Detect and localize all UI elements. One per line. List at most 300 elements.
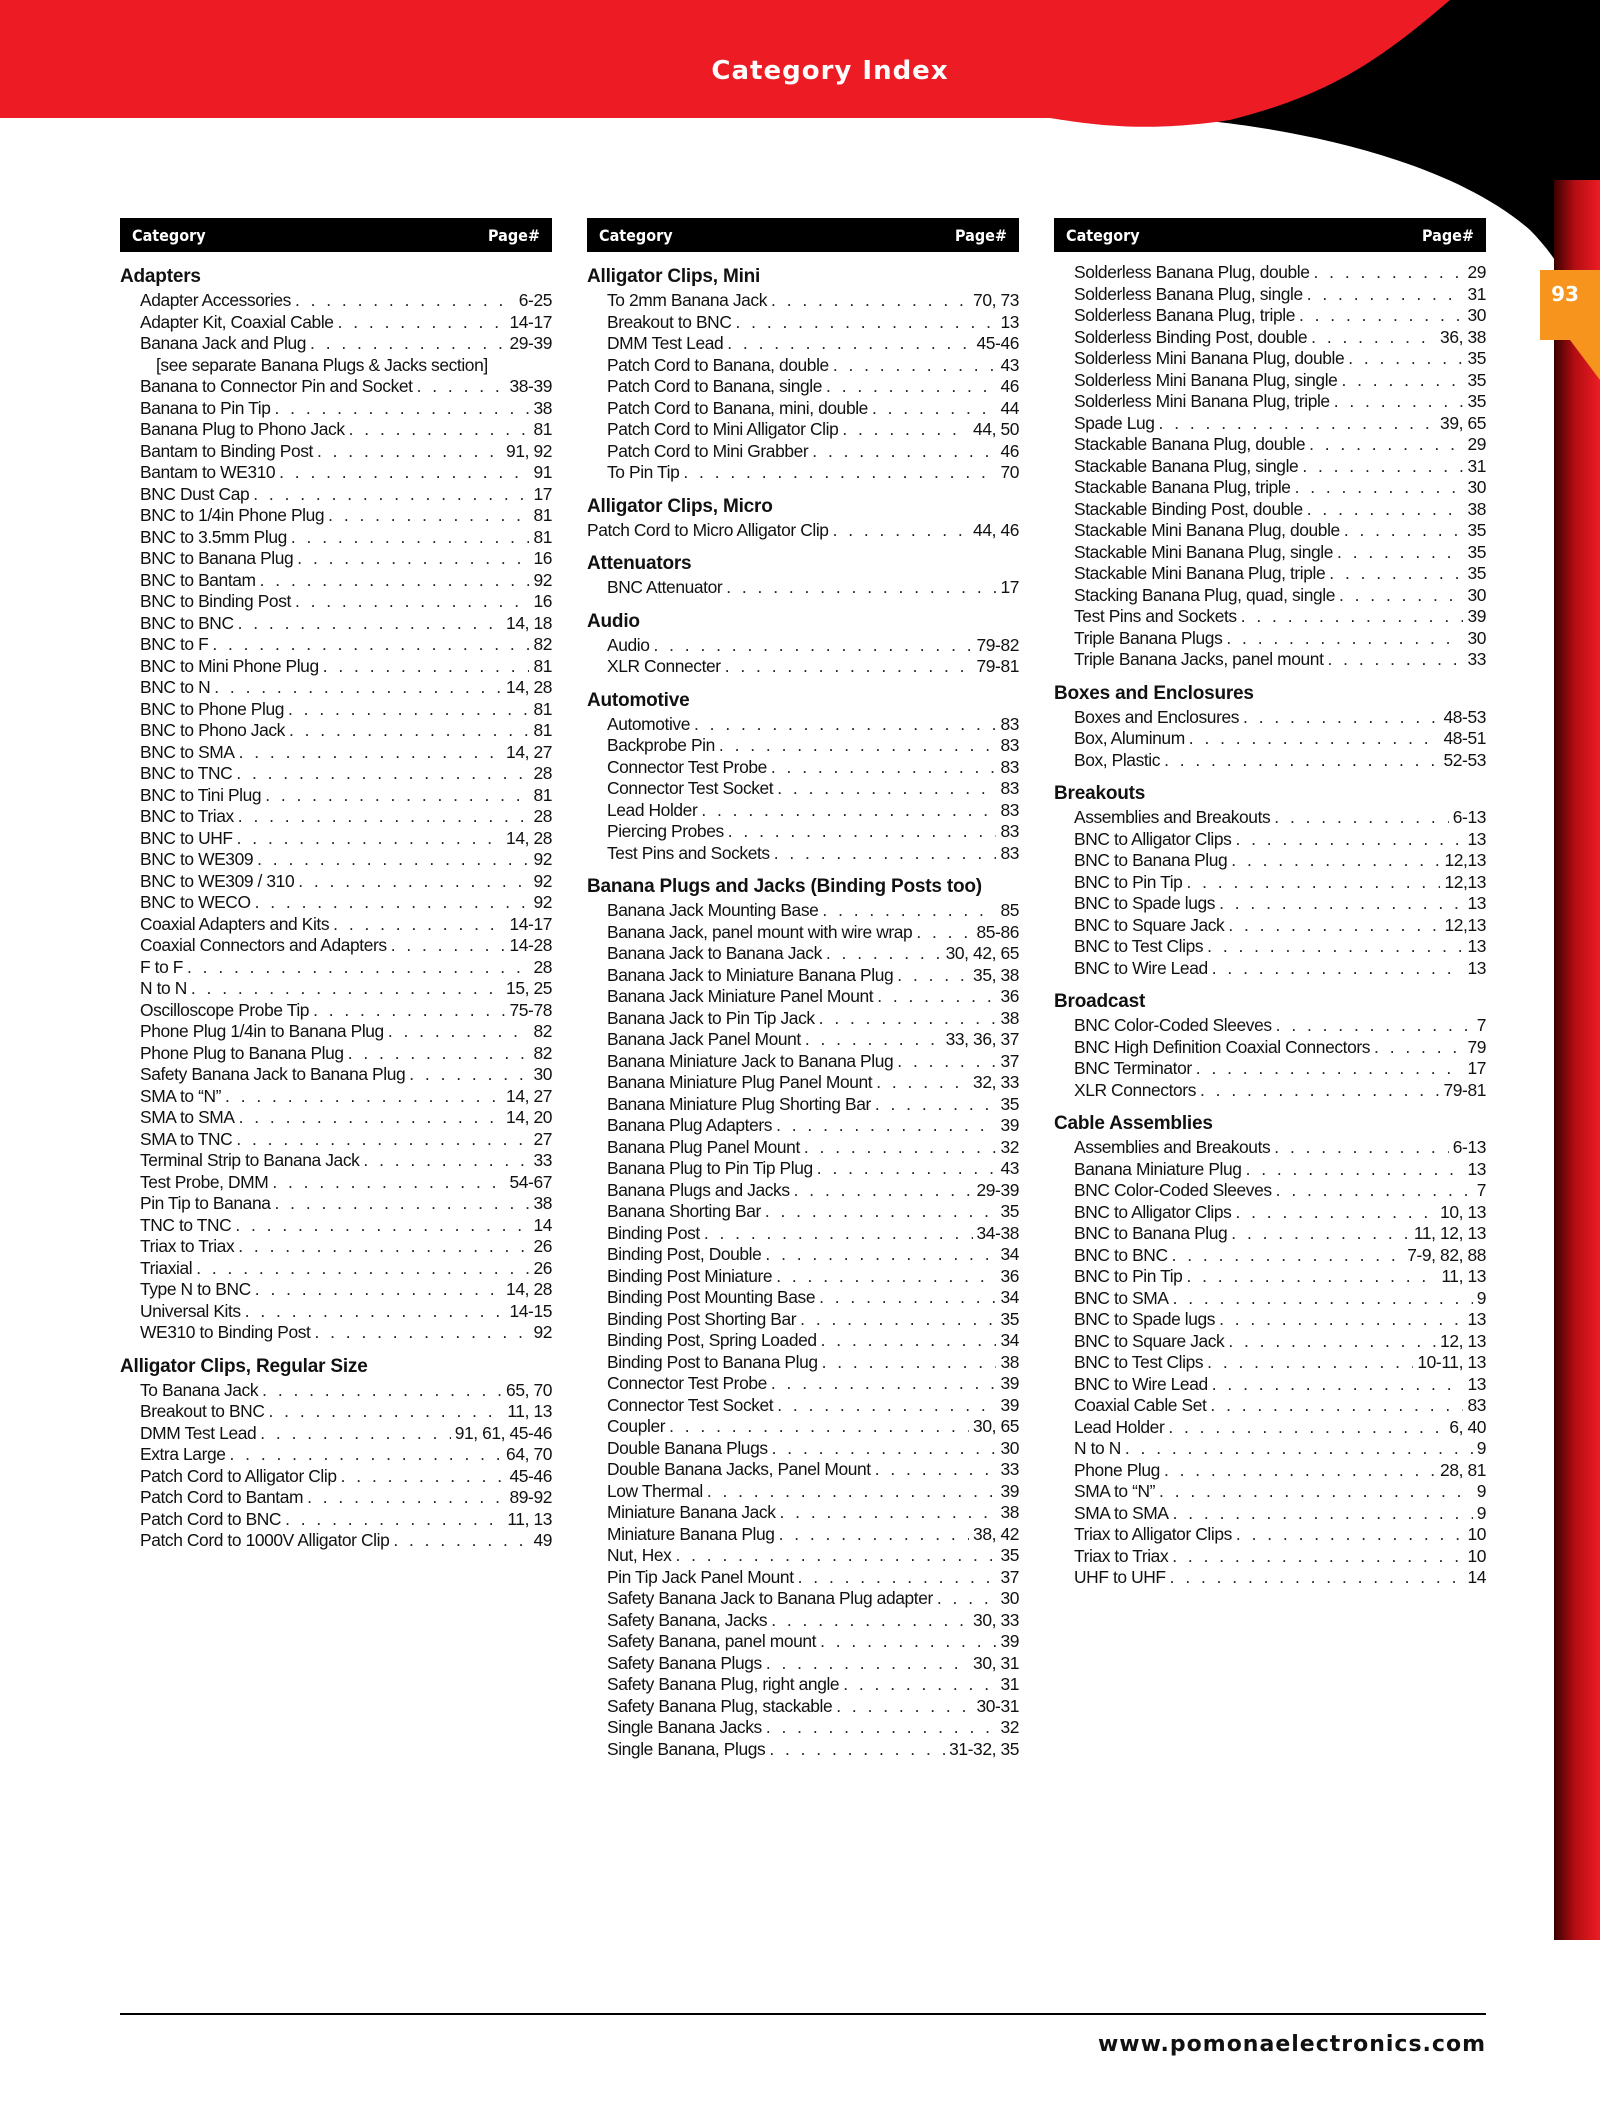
index-entry[interactable] [587, 986, 1019, 1008]
index-entry[interactable] [120, 849, 552, 871]
dot-leader [897, 1051, 996, 1073]
index-entry[interactable] [1054, 850, 1486, 872]
dot-leader [804, 1137, 997, 1159]
index-entry[interactable] [587, 943, 1019, 965]
index-entry[interactable] [120, 505, 552, 527]
index-entry[interactable] [1054, 1546, 1486, 1568]
entry-name: BNC to Bantam [140, 569, 256, 590]
index-entry[interactable] [587, 1223, 1019, 1245]
entry-pages: 45-46 [976, 333, 1019, 353]
entry-pages: 15, 25 [506, 978, 552, 998]
index-entry[interactable] [587, 714, 1019, 736]
entry-name: Banana to Connector Pin and Socket [140, 376, 413, 396]
dot-leader [1374, 1037, 1463, 1059]
dot-leader [214, 677, 502, 699]
entry-name: WE310 to Binding Post [140, 1322, 311, 1342]
index-entry[interactable] [120, 1509, 552, 1531]
entry-name: Audio [607, 634, 650, 655]
index-entry[interactable] [587, 1631, 1019, 1653]
entry-pages: 30 [1467, 305, 1486, 325]
index-entry[interactable] [587, 419, 1019, 441]
dot-leader [260, 570, 530, 592]
index-entry[interactable] [587, 1330, 1019, 1352]
index-entry[interactable] [120, 441, 552, 463]
dot-leader [1334, 391, 1464, 413]
entry-pages: 79-81 [1443, 1079, 1486, 1100]
index-entry[interactable] [587, 1051, 1019, 1073]
index-entry[interactable] [587, 520, 1019, 542]
entry-pages: 81 [533, 720, 552, 740]
index-entry[interactable] [1054, 1331, 1486, 1353]
dot-leader [719, 735, 997, 757]
index-entry[interactable] [120, 548, 552, 570]
index-entry[interactable] [120, 935, 552, 957]
entry-name: Assemblies and Breakouts [1074, 1137, 1271, 1157]
entry-pages: 81 [533, 419, 552, 439]
index-entry[interactable] [587, 757, 1019, 779]
index-entry[interactable] [120, 656, 552, 678]
index-entry[interactable] [120, 1444, 552, 1466]
entry-name: BNC to Alligator Clips [1074, 828, 1232, 849]
index-entry[interactable] [1054, 628, 1486, 650]
index-entry[interactable] [1054, 305, 1486, 327]
index-entry[interactable] [587, 635, 1019, 657]
entry-pages: 7-9, 82, 88 [1407, 1244, 1486, 1265]
index-entry[interactable] [120, 1279, 552, 1301]
index-entry[interactable] [587, 1459, 1019, 1481]
index-entry[interactable] [120, 1258, 552, 1280]
index-entry[interactable] [1054, 649, 1486, 671]
index-entry[interactable] [120, 677, 552, 699]
entry-pages: 31 [1467, 283, 1486, 304]
index-entry[interactable] [587, 376, 1019, 398]
entry-pages: 35 [1000, 1308, 1019, 1329]
entry-name: BNC to N [140, 677, 211, 697]
entry-name: Breakout to BNC [140, 1401, 265, 1421]
index-entry[interactable] [1054, 1524, 1486, 1546]
index-entry[interactable] [1054, 1352, 1486, 1374]
dot-leader [1226, 628, 1463, 650]
index-section [587, 686, 1019, 865]
index-entry[interactable] [120, 1380, 552, 1402]
index-entry[interactable] [120, 763, 552, 785]
index-entry[interactable] [120, 978, 552, 1000]
index-entry[interactable] [587, 1395, 1019, 1417]
index-entry[interactable] [1054, 563, 1486, 585]
index-entry[interactable] [587, 1653, 1019, 1675]
dot-leader [800, 1309, 996, 1331]
entry-pages: 14, 20 [506, 1107, 552, 1127]
entry-pages: 10-11, 13 [1417, 1352, 1486, 1372]
entry-name: Single Banana, Plugs [607, 1738, 766, 1759]
entry-pages: 35 [1000, 1093, 1019, 1114]
entry-name: Backprobe Pin [607, 735, 715, 755]
entry-pages: 64, 70 [506, 1444, 552, 1464]
entry-name: Test Pins and Sockets [1074, 606, 1237, 626]
index-entry[interactable] [120, 527, 552, 549]
index-entry[interactable] [1054, 1015, 1486, 1037]
entry-pages: 38 [533, 397, 552, 418]
entry-pages: 27 [533, 1128, 552, 1149]
index-entry[interactable] [587, 462, 1019, 484]
dot-leader [1228, 1331, 1436, 1353]
index-entry[interactable] [120, 892, 552, 914]
entry-pages: 85 [1000, 900, 1019, 920]
dot-leader [230, 1444, 503, 1466]
index-entry[interactable] [1054, 1460, 1486, 1482]
index-section [587, 492, 1019, 542]
entry-pages: 79-82 [976, 634, 1019, 655]
index-entry[interactable] [120, 376, 552, 398]
index-entry[interactable] [1054, 750, 1486, 772]
index-entry[interactable] [1054, 1037, 1486, 1059]
dot-leader [255, 1279, 502, 1301]
entry-pages: 9 [1476, 1287, 1486, 1308]
index-entry[interactable] [120, 484, 552, 506]
index-entry[interactable] [587, 656, 1019, 678]
entry-name: Binding Post Miniature [607, 1265, 773, 1286]
index-entry[interactable] [1054, 1438, 1486, 1460]
index-entry[interactable] [1054, 1137, 1486, 1159]
index-entry[interactable] [120, 871, 552, 893]
index-entry[interactable] [587, 333, 1019, 355]
dot-leader [269, 1401, 504, 1423]
index-entry[interactable] [587, 312, 1019, 334]
entry-pages: 44 [1000, 397, 1019, 418]
index-entry[interactable] [1054, 707, 1486, 729]
index-entry[interactable] [120, 1043, 552, 1065]
index-entry[interactable] [587, 1502, 1019, 1524]
index-entry[interactable] [587, 1481, 1019, 1503]
index-entry[interactable] [1054, 1080, 1486, 1102]
index-entry[interactable] [1054, 585, 1486, 607]
index-entry[interactable] [587, 1610, 1019, 1632]
index-entry[interactable] [120, 398, 552, 420]
entry-pages: 38 [533, 1193, 552, 1213]
entry-pages: 38 [1000, 1007, 1019, 1028]
index-entry[interactable] [587, 398, 1019, 420]
index-entry[interactable] [587, 965, 1019, 987]
index-entry[interactable] [120, 1086, 552, 1108]
index-entry[interactable] [1054, 1417, 1486, 1439]
dot-leader [826, 376, 996, 398]
index-entry[interactable] [1054, 1288, 1486, 1310]
index-entry[interactable] [120, 1193, 552, 1215]
index-entry[interactable] [1054, 1567, 1486, 1589]
index-entry[interactable] [120, 1000, 552, 1022]
entry-name: BNC Color-Coded Sleeves [1074, 1180, 1272, 1200]
index-entry[interactable] [587, 1567, 1019, 1589]
entry-name: Banana Plug to Pin Tip Plug [607, 1158, 813, 1178]
index-entry[interactable] [1054, 456, 1486, 478]
entry-pages: 48-51 [1443, 728, 1486, 748]
index-entry[interactable] [587, 1094, 1019, 1116]
entry-name: Patch Cord to Banana, double [607, 354, 829, 375]
index-entry[interactable] [1054, 327, 1486, 349]
dot-leader [1200, 1080, 1440, 1102]
index-entry[interactable] [587, 577, 1019, 599]
index-entry[interactable] [1054, 728, 1486, 750]
index-entry[interactable] [587, 922, 1019, 944]
index-entry[interactable] [1054, 1309, 1486, 1331]
dot-leader [253, 484, 529, 506]
entry-pages: 81 [533, 655, 552, 676]
index-entry[interactable] [1054, 1481, 1486, 1503]
index-entry[interactable] [587, 355, 1019, 377]
dot-leader [1348, 348, 1463, 370]
index-entry[interactable] [587, 1352, 1019, 1374]
index-entry[interactable] [1054, 829, 1486, 851]
index-entry[interactable] [120, 806, 552, 828]
entry-name: Banana Jack to Banana Jack [607, 943, 822, 963]
index-entry[interactable] [587, 1008, 1019, 1030]
index-entry[interactable] [587, 1416, 1019, 1438]
index-entry[interactable] [1054, 391, 1486, 413]
index-entry[interactable] [1054, 1180, 1486, 1202]
entry-pages: 13 [1467, 828, 1486, 849]
index-entry[interactable] [587, 1201, 1019, 1223]
index-entry[interactable] [120, 742, 552, 764]
index-entry[interactable] [587, 843, 1019, 865]
index-entry[interactable] [1054, 1223, 1486, 1245]
index-entry[interactable] [120, 914, 552, 936]
index-entry[interactable] [1054, 499, 1486, 521]
index-entry[interactable] [587, 1029, 1019, 1051]
index-entry[interactable] [587, 900, 1019, 922]
index-entry[interactable] [587, 1373, 1019, 1395]
dot-leader [805, 1029, 942, 1051]
index-entry[interactable] [120, 828, 552, 850]
index-entry[interactable] [120, 1129, 552, 1151]
index-entry[interactable] [120, 1401, 552, 1423]
index-entry[interactable] [120, 1021, 552, 1043]
index-entry[interactable] [1054, 872, 1486, 894]
index-entry[interactable] [1054, 807, 1486, 829]
index-entry[interactable] [587, 1524, 1019, 1546]
dot-leader [694, 714, 996, 736]
index-entry[interactable] [587, 1309, 1019, 1331]
index-entry[interactable] [587, 1739, 1019, 1761]
entry-pages: 34 [1000, 1244, 1019, 1264]
index-entry[interactable] [1054, 477, 1486, 499]
index-entry[interactable] [587, 735, 1019, 757]
index-entry[interactable] [587, 1545, 1019, 1567]
entry-pages: 6-25 [518, 290, 552, 310]
index-entry[interactable] [587, 1180, 1019, 1202]
entry-pages: 14-17 [509, 311, 552, 332]
entry-name: Pin Tip Jack Panel Mount [607, 1566, 794, 1587]
index-entry[interactable] [120, 570, 552, 592]
section-title: Cable Assemblies [1054, 1113, 1213, 1134]
entry-name: Patch Cord to Mini Grabber [607, 440, 809, 461]
entry-pages: 12,13 [1444, 871, 1486, 892]
index-entry[interactable] [120, 591, 552, 613]
index-entry[interactable] [1054, 1202, 1486, 1224]
index-entry[interactable] [120, 1301, 552, 1323]
index-entry[interactable] [120, 1172, 552, 1194]
section-title: Alligator Clips, Micro [587, 495, 773, 517]
page-header-label: Page# [1422, 225, 1474, 245]
footer-website: www.pomonaelectronics.com [1097, 2032, 1486, 2057]
index-entry[interactable] [120, 333, 552, 355]
index-entry[interactable] [1054, 958, 1486, 980]
entry-pages: 11, 12, 13 [1413, 1223, 1486, 1243]
entry-pages: 39 [1000, 1480, 1019, 1501]
entry-name: Connector Test Socket [607, 1394, 774, 1415]
index-entry[interactable] [1054, 370, 1486, 392]
index-entry[interactable] [587, 1287, 1019, 1309]
index-entry[interactable] [120, 290, 552, 312]
index-entry[interactable] [587, 441, 1019, 463]
entry-name: Stacking Banana Plug, quad, single [1074, 584, 1335, 605]
index-entry[interactable] [120, 785, 552, 807]
entry-name: SMA to “N” [140, 1085, 222, 1106]
entry-pages: 13 [1467, 1373, 1486, 1394]
index-entry[interactable] [1054, 542, 1486, 564]
index-entry[interactable] [120, 1487, 552, 1509]
index-entry[interactable] [1054, 606, 1486, 628]
index-entry[interactable] [587, 778, 1019, 800]
entry-name: BNC to SMA [140, 741, 235, 762]
dot-leader [225, 1086, 502, 1108]
entry-name: Low Thermal [607, 1480, 703, 1501]
dot-leader [1307, 284, 1464, 306]
index-entry[interactable] [1054, 520, 1486, 542]
index-entry[interactable] [1054, 1159, 1486, 1181]
entry-name: BNC Attenuator [607, 577, 723, 597]
entry-name: BNC Terminator [1074, 1058, 1192, 1078]
dot-leader [1299, 305, 1463, 327]
index-entry[interactable] [120, 720, 552, 742]
index-entry[interactable] [587, 1072, 1019, 1094]
dot-leader [701, 800, 996, 822]
page-number: 93 [1551, 282, 1579, 306]
index-entry[interactable] [587, 821, 1019, 843]
dot-leader [771, 757, 997, 779]
index-entry[interactable] [587, 1158, 1019, 1180]
entry-name: Patch Cord to Alligator Clip [140, 1465, 337, 1486]
index-entry[interactable] [120, 957, 552, 979]
entry-pages: 13 [1467, 936, 1486, 956]
dot-leader [875, 1094, 997, 1116]
index-entry[interactable] [120, 312, 552, 334]
entry-pages: 81 [533, 526, 552, 547]
index-entry[interactable] [587, 1266, 1019, 1288]
entry-pages: 9 [1476, 1481, 1486, 1501]
index-entry[interactable] [120, 1423, 552, 1445]
index-entry[interactable] [1054, 348, 1486, 370]
entry-pages: 48-53 [1443, 706, 1486, 727]
entry-name: Coaxial Connectors and Adapters [140, 935, 387, 955]
entry-pages: 83 [1467, 1395, 1486, 1415]
entry-name: Test Probe, DMM [140, 1171, 269, 1192]
index-entry[interactable] [120, 613, 552, 635]
entry-name: BNC to Banana Plug [140, 548, 294, 568]
dot-leader [388, 1021, 530, 1043]
index-entry[interactable] [587, 1696, 1019, 1718]
index-entry[interactable] [587, 1137, 1019, 1159]
index-entry[interactable] [587, 1115, 1019, 1137]
dot-leader [826, 943, 942, 965]
index-entry[interactable] [120, 1530, 552, 1552]
index-entry[interactable] [587, 800, 1019, 822]
dot-leader [726, 577, 996, 599]
dot-leader [338, 312, 506, 334]
dot-leader [349, 419, 530, 441]
index-entry[interactable] [120, 634, 552, 656]
index-entry[interactable] [587, 290, 1019, 312]
index-entry[interactable] [120, 462, 552, 484]
entry-name: Phone Plug 1/4in to Banana Plug [140, 1021, 384, 1041]
entry-name: Patch Cord to Banana, mini, double [607, 397, 868, 418]
index-entry[interactable] [587, 1674, 1019, 1696]
index-entry[interactable] [1054, 893, 1486, 915]
entry-pages: 16 [533, 548, 552, 568]
index-entry[interactable] [120, 1215, 552, 1237]
page-title: Category Index [711, 56, 949, 86]
index-entry[interactable] [120, 1064, 552, 1086]
index-entry[interactable] [1054, 1503, 1486, 1525]
index-entry[interactable] [120, 1107, 552, 1129]
index-entry[interactable] [587, 1588, 1019, 1610]
entry-name: Stackable Binding Post, double [1074, 498, 1303, 519]
dot-leader [288, 699, 529, 721]
index-entry[interactable] [120, 419, 552, 441]
dot-leader [766, 1653, 969, 1675]
entry-name: Solderless Mini Banana Plug, single [1074, 369, 1338, 390]
dot-leader [348, 1043, 530, 1065]
entry-name: BNC to Tini Plug [140, 784, 262, 805]
dot-leader [295, 591, 530, 613]
index-entry[interactable] [1054, 1245, 1486, 1267]
dot-leader [212, 634, 529, 656]
index-entry[interactable] [120, 1466, 552, 1488]
dot-leader [822, 900, 996, 922]
dot-leader [1235, 1202, 1436, 1224]
index-entry[interactable] [1054, 1374, 1486, 1396]
index-entry[interactable] [587, 1717, 1019, 1739]
index-entry[interactable] [1054, 1395, 1486, 1417]
entry-name: Solderless Binding Post, double [1074, 326, 1308, 347]
entry-pages: 35, 38 [973, 964, 1019, 985]
index-section [587, 549, 1019, 599]
index-entry[interactable] [1054, 262, 1486, 284]
index-entry[interactable] [587, 1438, 1019, 1460]
entry-pages: 14, 28 [506, 677, 552, 697]
index-entry[interactable] [120, 1236, 552, 1258]
index-entry[interactable] [1054, 915, 1486, 937]
index-entry[interactable] [1054, 413, 1486, 435]
dot-leader [1172, 1245, 1404, 1267]
index-entry[interactable] [120, 1150, 552, 1172]
index-entry[interactable] [1054, 1266, 1486, 1288]
index-entry[interactable] [120, 699, 552, 721]
section-title: Breakouts [1054, 783, 1146, 804]
index-entry[interactable] [1054, 434, 1486, 456]
entry-pages: 35 [1467, 563, 1486, 583]
dot-leader [313, 1000, 505, 1022]
index-entry[interactable] [1054, 936, 1486, 958]
index-entry[interactable] [1054, 1058, 1486, 1080]
column-header [1054, 218, 1486, 252]
index-entry[interactable] [1054, 284, 1486, 306]
index-entry[interactable] [587, 1244, 1019, 1266]
dot-leader [1159, 413, 1437, 435]
index-entry[interactable] [120, 1322, 552, 1344]
entry-pages: 38, 42 [973, 1523, 1019, 1544]
dot-leader [297, 548, 529, 570]
entry-name: Pin Tip to Banana [140, 1193, 271, 1213]
